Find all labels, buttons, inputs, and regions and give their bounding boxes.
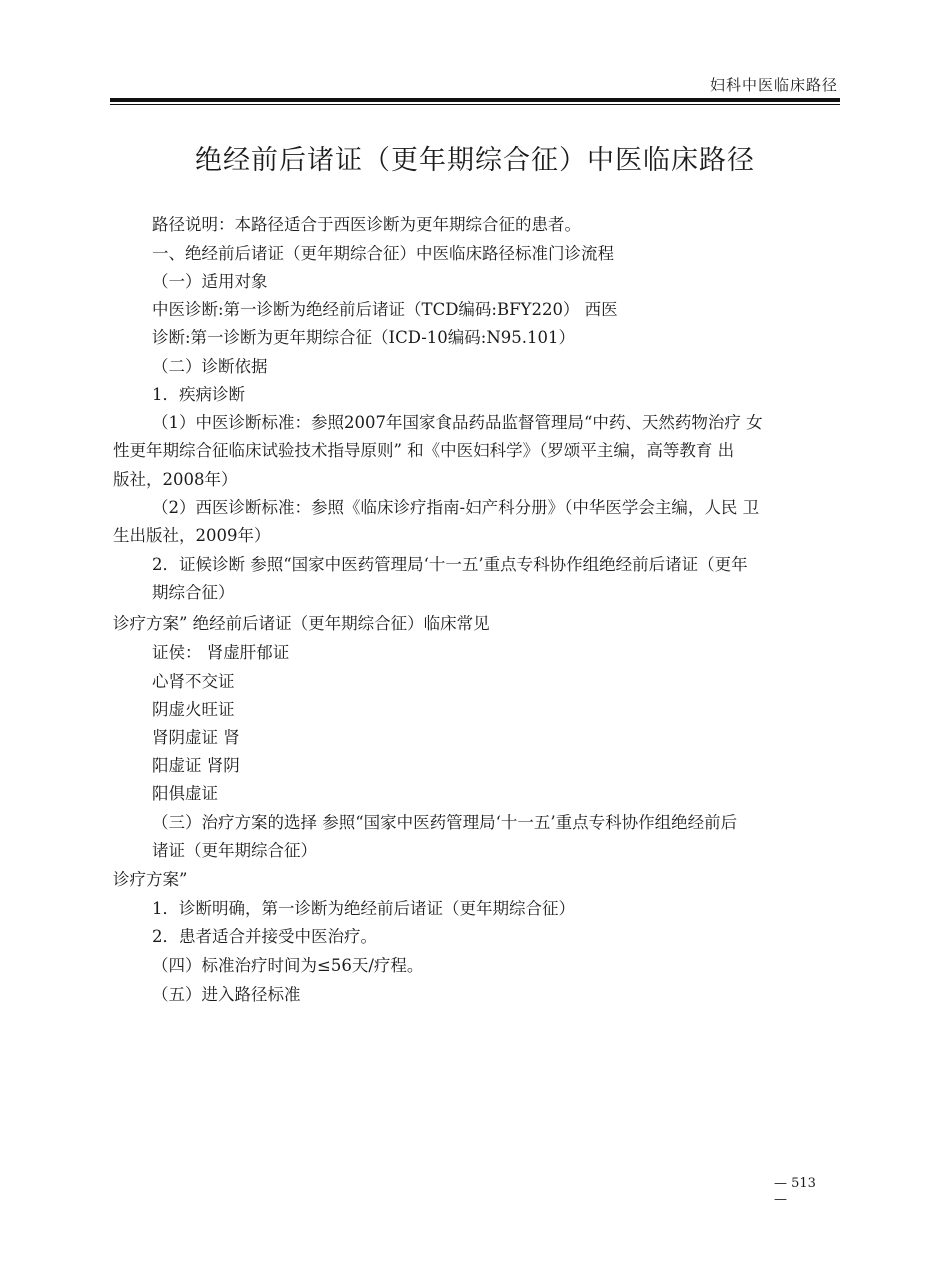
text-line: 2．证候诊断 参照“国家中医药管理局‘十一五’重点专科协作组绝经前后诸证（更年 (152, 555, 748, 574)
text-line: 阴虚火旺证 (152, 700, 235, 719)
text-line: 性更年期综合征临床试验技术指导原则” 和《中医妇科学》（罗颂平主编，高等教育 出 (113, 441, 735, 460)
running-header: 妇科中医临床路径 (709, 76, 838, 94)
text-line: 路径说明：本路径适合于西医诊断为更年期综合征的患者。 (152, 215, 581, 234)
text-line: （一）适用对象 (152, 272, 268, 291)
text-line: （五）进入路径标准 (152, 985, 301, 1004)
text-line: 诸证（更年期综合征） (152, 841, 317, 860)
text-line: （二）诊断依据 (152, 357, 268, 376)
text-line: （1）中医诊断标准：参照2007年国家食品药品监督管理局“中药、天然药物治疗 女 (152, 413, 763, 432)
header-rule-thin (110, 104, 840, 105)
page-number: — 513 (774, 1176, 816, 1191)
text-line: （四）标准治疗时间为≤56天/疗程。 (152, 956, 424, 975)
header-rule-thick (110, 98, 840, 102)
text-line: 诊疗方案” 绝经前后诸证（更年期综合征）临床常见 (113, 614, 490, 633)
text-line: 诊断:第一诊断为更年期综合征（ICD-10编码:N95.101） (152, 328, 576, 347)
text-line: 期综合征） (152, 583, 235, 602)
text-line: 诊疗方案” (113, 870, 188, 889)
text-line: 一、绝经前后诸证（更年期综合征）中医临床路径标准门诊流程 (152, 244, 614, 263)
text-line: 生出版社，2009年） (113, 526, 271, 545)
footer-dash: — (774, 1192, 787, 1207)
text-line: 心肾不交证 (152, 672, 235, 691)
text-line: （三）治疗方案的选择 参照“国家中医药管理局‘十一五’重点专科协作组绝经前后 (152, 813, 738, 832)
text-line: 中医诊断:第一诊断为绝经前后诸证（TCD编码:BFY220） 西医 (152, 300, 618, 319)
text-line: 版社，2008年） (113, 470, 238, 489)
document-title: 绝经前后诸证（更年期综合征）中医临床路径 (195, 145, 755, 176)
text-line: 2．患者适合并接受中医治疗。 (152, 927, 377, 946)
text-line: （2）西医诊断标准：参照《临床诊疗指南-妇产科分册》（中华医学会主编，人民 卫 (152, 498, 760, 517)
text-line: 肾阴虚证 肾 (152, 728, 240, 747)
text-line: 阳虚证 肾阴 (152, 756, 240, 775)
text-line: 1．疾病诊断 (152, 385, 245, 404)
text-line: 证侯： 肾虚肝郁证 (152, 643, 290, 662)
text-line: 1．诊断明确，第一诊断为绝经前后诸证（更年期综合征） (152, 899, 575, 918)
text-line: 阳俱虚证 (152, 784, 218, 803)
